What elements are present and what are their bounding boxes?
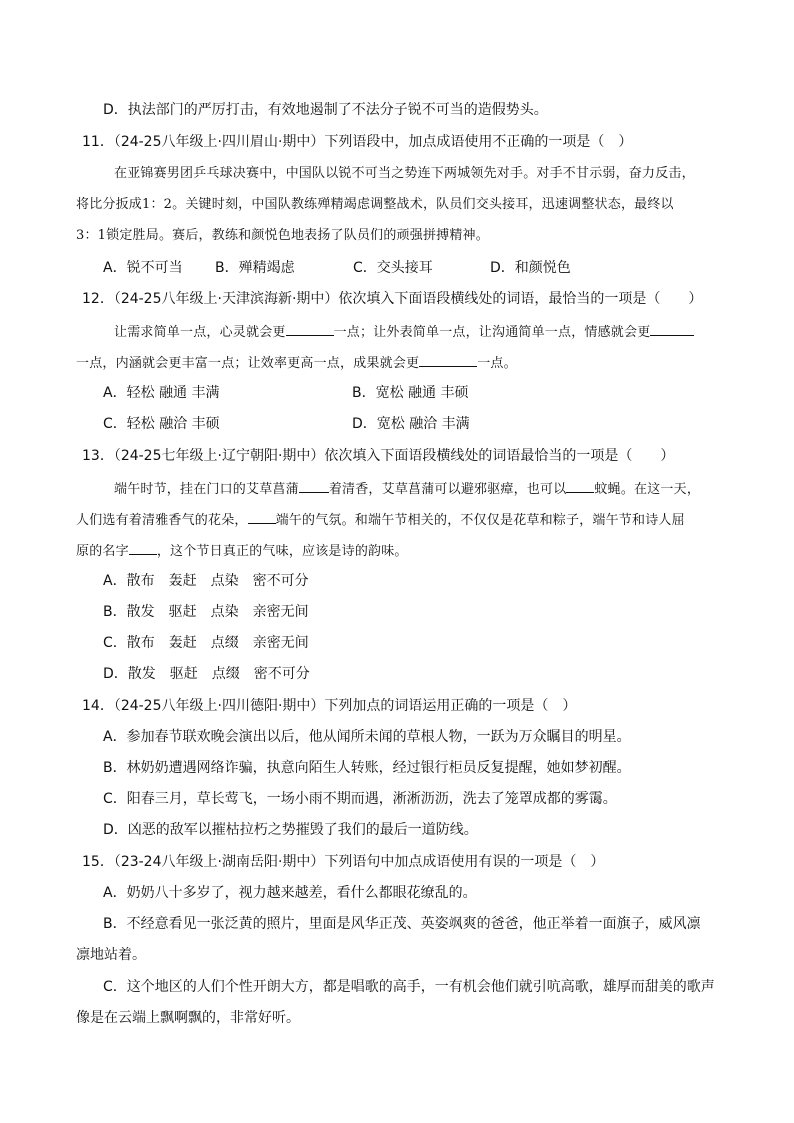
- q13-text-5: 端午的气氛。和端午节相关的，不仅仅是花草和粽子，端午节和诗人屈: [275, 513, 685, 528]
- q14-option-a[interactable]: A．参加春节联欢晚会演出以后，他从闻所未闻的草根人物，一跃为万众瞩目的明星。: [103, 729, 631, 745]
- q13-text-1: 端午时节，挂在门口的艾草菖蒲: [114, 482, 299, 497]
- q12-passage-line-1: [114, 321, 694, 343]
- q13-blank-3[interactable]: [248, 509, 276, 524]
- q15-option-b-line-1[interactable]: B．不经意看见一张泛黄的照片，里面是风华正茂、英姿飒爽的爸爸，他正举着一面旗子，威风凛: [103, 916, 701, 932]
- q15-option-b-line-2[interactable]: 凛地站着。: [76, 947, 146, 963]
- q12-passage-line-2: [76, 352, 517, 374]
- q12-blank-3[interactable]: [419, 352, 477, 367]
- q15-stem: 15．（23-24八年级上·湖南岳阳·期中）下列语句中加点成语使用有误的一项是（ ）: [82, 854, 605, 870]
- q14-option-c[interactable]: C．阳春三月，草长莺飞，一场小雨不期而遇，淅淅沥沥，洗去了笼罩成都的雾霭。: [103, 791, 617, 807]
- q13-text-7: ，这个节日真正的气味，应该是诗的韵味。: [156, 544, 408, 559]
- q15-option-a[interactable]: A．奶奶八十多岁了，视力越来越差，看什么都眼花缭乱的。: [103, 885, 477, 901]
- q13-passage-line-1: [114, 478, 700, 500]
- q13-text-3: 蚊蝇。在这一天，: [594, 482, 701, 497]
- q11-passage-line-3: 3：1锁定胜局。赛后，教练和颜悦色地表扬了队员们的顽强拼搏精神。: [76, 228, 489, 243]
- q12-option-c[interactable]: C．轻松 融洽 丰硕: [103, 416, 220, 432]
- q13-stem: 13．（24-25七年级上·辽宁朝阳·期中）依次填入下面语段横线处的词语最恰当的一项是（ ）: [82, 448, 675, 464]
- q11-passage-line-1: 在亚锦赛男团乒乓球决赛中，中国队以锐不可当之势连下两城领先对手。对手不甘示弱，奋力反击，: [114, 166, 695, 181]
- q13-passage-line-2: [76, 509, 685, 531]
- q13-option-c[interactable]: C．散布 轰赶 点缀 亲密无间: [103, 635, 309, 651]
- q12-text-1: 让需求简单一点，心灵就会更: [114, 325, 286, 340]
- q11-passage-line-2: 将比分扳成1：2。关键时刻，中国队教练殚精竭虑调整战术，队员们交头接耳，迅速调整状态，最终以: [76, 197, 674, 212]
- q12-stem: 12．（24-25八年级上·天津滨海新·期中）依次填入下面语段横线处的词语，最恰当的一项是（ ）: [82, 291, 703, 307]
- q13-passage-line-3: [76, 540, 408, 562]
- q11-option-c[interactable]: C．交头接耳: [353, 260, 433, 276]
- q13-option-a[interactable]: A．散布 轰赶 点染 密不可分: [103, 573, 309, 589]
- q13-blank-2[interactable]: [566, 478, 594, 493]
- q14-option-b[interactable]: B．林奶奶遭遇网络诈骗，执意向陌生人转账，经过银行柜员反复提醒，她如梦初醒。: [103, 760, 631, 776]
- q13-text-4: 人们选有着清雅香气的花朵，: [76, 513, 248, 528]
- q11-option-a[interactable]: A．锐不可当: [103, 260, 183, 276]
- q12-option-b[interactable]: B．宽松 融通 丰硕: [352, 385, 469, 401]
- q11-option-b[interactable]: B．殚精竭虑: [215, 260, 295, 276]
- q12-blank-2[interactable]: [650, 321, 694, 336]
- q13-text-6: 原的名字: [76, 544, 129, 559]
- q12-option-a[interactable]: A．轻松 融通 丰满: [103, 385, 220, 401]
- q15-option-c-line-1[interactable]: C．这个地区的人们个性开朗大方，都是唱歌的高手，一有机会他们就引吭高歌，雄厚而甜美的歌声: [103, 979, 715, 995]
- q13-blank-1[interactable]: [299, 478, 329, 493]
- q13-text-2: 着清香，艾草菖蒲可以避邪驱瘴，也可以: [328, 482, 567, 497]
- q14-stem: 14．（24-25八年级上·四川德阳·期中）下列加点的词语运用正确的一项是（ ）: [82, 698, 577, 714]
- q15-option-c-line-2[interactable]: 像是在云端上飘啊飘的，非常好听。: [76, 1010, 300, 1026]
- q12-text-4: 一点。: [477, 356, 517, 371]
- q10-option-d: D．执法部门的严厉打击，有效地遏制了不法分子锐不可当的造假势头。: [103, 102, 548, 118]
- q13-option-d[interactable]: D．散发 驱赶 点缀 密不可分: [103, 666, 310, 682]
- q11-option-d[interactable]: D．和颜悦色: [490, 260, 571, 276]
- q14-option-d[interactable]: D．凶恶的敌军以摧枯拉朽之势摧毁了我们的最后一道防线。: [103, 822, 478, 838]
- q12-option-d[interactable]: D．宽松 融洽 丰满: [352, 416, 470, 432]
- q11-stem: 11．（24-25八年级上·四川眉山·期中）下列语段中，加点成语使用不正确的一项是（ ）: [82, 134, 633, 150]
- q12-blank-1[interactable]: [286, 321, 334, 336]
- q12-text-3: 一点，内涵就会更丰富一点；让效率更高一点，成果就会更: [76, 356, 420, 371]
- q11-options: [103, 258, 571, 278]
- q12-text-2: 一点；让外表简单一点，让沟通简单一点，情感就会更: [333, 325, 651, 340]
- q13-blank-4[interactable]: [129, 540, 157, 555]
- q13-option-b[interactable]: B．散发 驱赶 点染 亲密无间: [103, 604, 309, 620]
